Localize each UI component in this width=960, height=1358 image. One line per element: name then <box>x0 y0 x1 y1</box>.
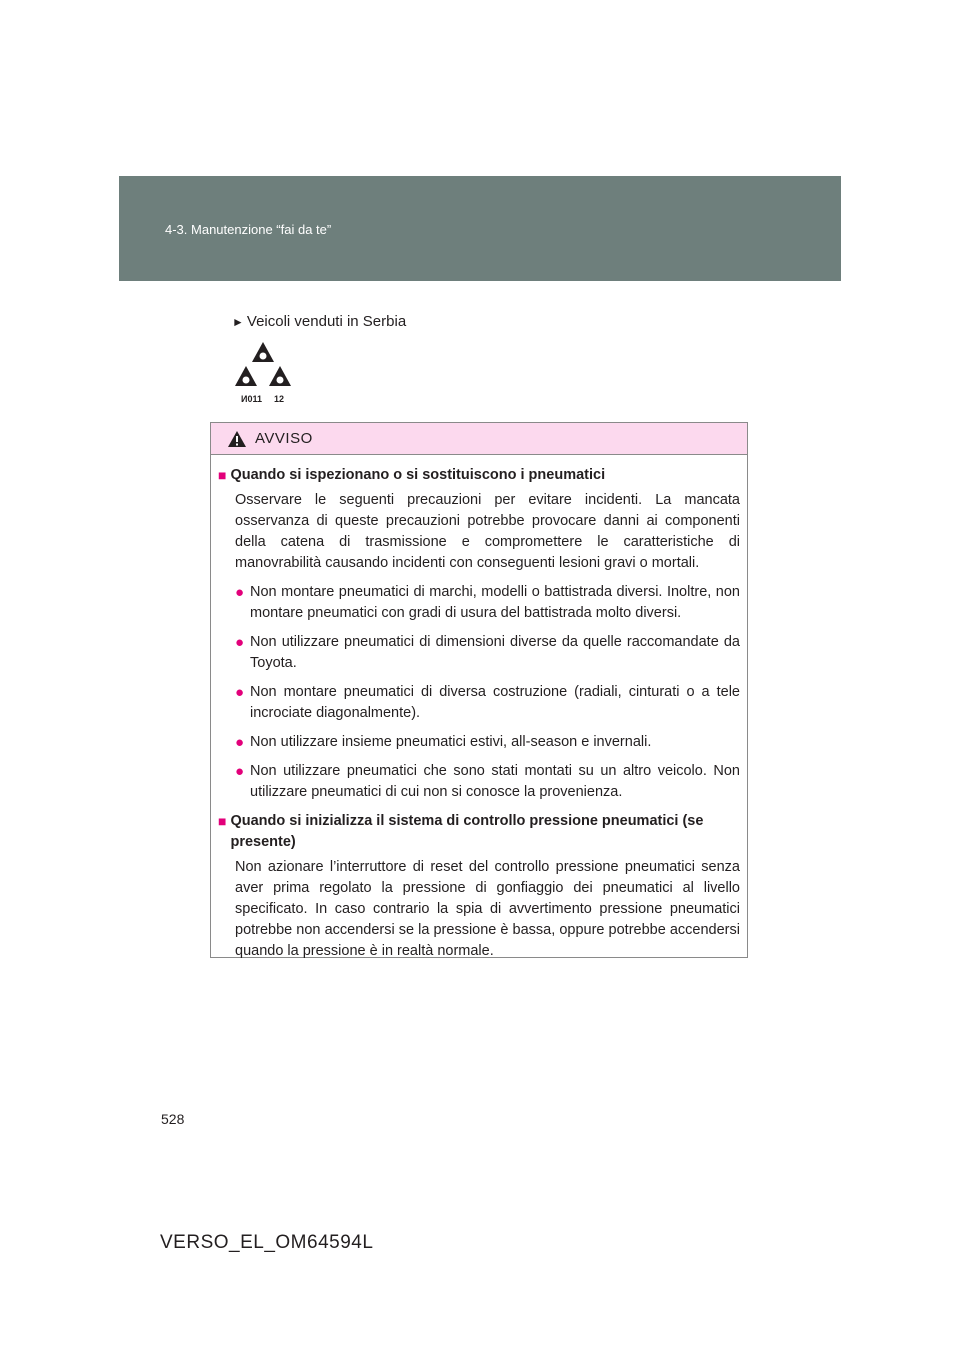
warning-triangle-icon <box>227 430 247 448</box>
bullet-item: ● Non utilizzare pneumatici che sono stati montati su un altro veicolo. Non utilizzare pneumatici di cui non si conosce la provenienza. <box>235 761 740 803</box>
square-bullet-icon: ■ <box>218 813 227 829</box>
warning-section <box>218 465 740 803</box>
section-heading: ■ Quando si ispezionano o si sostituiscono i pneumatici <box>218 465 740 486</box>
warning-title: AVVISO <box>255 430 313 447</box>
mark-code-left: И011 <box>241 394 262 404</box>
section-title: 4-3. Manutenzione “fai da te” <box>165 222 332 237</box>
circle-bullet-icon: ● <box>235 763 245 780</box>
page-number: 528 <box>161 1111 185 1127</box>
warning-section <box>218 811 740 962</box>
bullet-item: ● Non utilizzare pneumatici di dimensioni diverse da quelle raccomandate da Toyota. <box>235 632 740 674</box>
circle-bullet-icon: ● <box>235 684 245 701</box>
document-code: VERSO_EL_OM64594L <box>160 1232 374 1253</box>
mark-code-right: 12 <box>274 394 285 404</box>
warning-body <box>211 455 747 962</box>
circle-bullet-icon: ● <box>235 634 245 651</box>
circle-bullet-icon: ● <box>235 584 245 601</box>
section-paragraph: Non azionare l’interruttore di reset del controllo pressione pneumatici senza aver prima regolato la pressione di gonfiaggio dei pneumatici al livello specificato. In caso contrario la spia di avvertimento pressione pneumatici potrebbe non accendersi se la pressione è bassa, oppure potrebbe accendersi quando la pressione è in realtà normale. <box>235 859 740 959</box>
section-paragraph: Osservare le seguenti precauzioni per evitare incidenti. La mancata osservanza di queste precauzioni potrebbe provocare danni ai componenti della catena di trasmissione e compromettere le caratteristiche di manovrabilità causando incidenti con conseguenti lesioni gravi o mortali. <box>235 492 740 571</box>
warning-box <box>210 422 748 958</box>
square-bullet-icon: ■ <box>218 467 227 483</box>
bullet-item: ● Non utilizzare insieme pneumatici estivi, all-season e invernali. <box>235 734 652 751</box>
approval-mark-icon <box>233 340 293 404</box>
arrow-icon: ► <box>232 315 244 329</box>
bullet-item: ● Non montare pneumatici di marchi, modelli o battistrada diversi. Inoltre, non montare pneumatici con gradi di usura del battistrada molto diversi. <box>235 582 740 624</box>
bullet-item: ● Non montare pneumatici di diversa costruzione (radiali, cinturati o a tele incrociate diagonalmente). <box>235 682 740 724</box>
item-label: Veicoli venduti in Serbia <box>246 313 407 330</box>
item-heading <box>232 313 406 330</box>
section-heading: ■ Quando si inizializza il sistema di controllo pressione pneumatici (se presente) <box>218 811 740 853</box>
warning-header <box>211 423 747 455</box>
circle-bullet-icon: ● <box>235 734 245 751</box>
